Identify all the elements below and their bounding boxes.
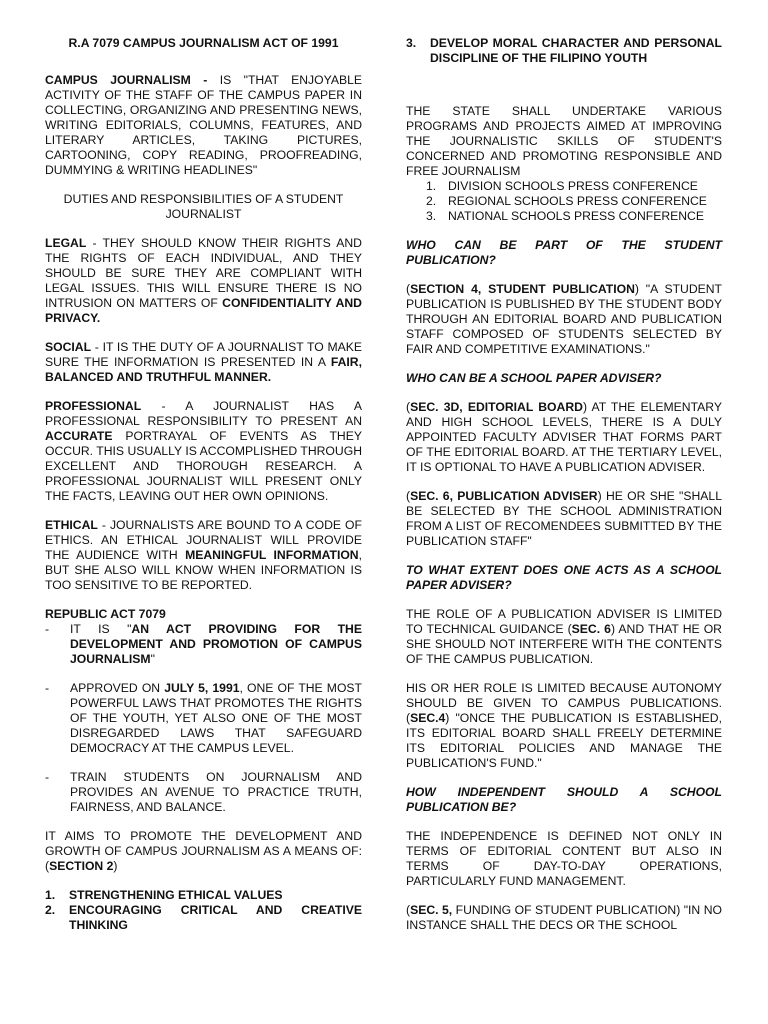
legal-emphasis: CONFIDENTIALITY AND PRIVACY.	[45, 296, 362, 325]
social-term: SOCIAL	[45, 340, 92, 354]
press-conference-list	[406, 179, 722, 224]
ra-item-3-text: TRAIN STUDENTS ON JOURNALISM AND PROVIDES AN AVENUE TO PRACTICE TRUTH, FAIRNESS, AND BALANCE.	[70, 770, 362, 814]
ra-item-1	[45, 622, 362, 667]
right-column	[406, 36, 722, 933]
conference-number: 3.	[426, 209, 437, 223]
autonomy-paragraph	[406, 681, 722, 771]
aims-text: IT AIMS TO PROMOTE THE DEVELOPMENT AND GROWTH OF CAMPUS JOURNALISM AS A MEANS OF: (	[45, 829, 362, 873]
professional-text-2: PORTRAYAL OF EVENTS AS THEY OCCUR. THIS USUALLY IS ACCOMPLISHED THROUGH EXCELLENT AND THOROUGH RESEARCH. A PROFESSIONAL JOURNALIST WILL PRESENT ONLY THE FACTS, LEAVING OUT HER OWN OPINIONS.	[45, 429, 362, 503]
open-paren: (	[406, 400, 411, 414]
section-4-paragraph	[406, 282, 722, 357]
section-4-ref: SECTION 4, STUDENT PUBLICATION	[410, 282, 635, 296]
question-heading-1: WHO CAN BE PART OF THE STUDENT PUBLICATION?	[406, 238, 722, 267]
document-title: R.A 7079 CAMPUS JOURNALISM ACT OF 1991	[68, 36, 339, 50]
aim-text: ENCOURAGING CRITICAL AND CREATIVE THINKING	[69, 903, 362, 932]
question-heading-2: WHO CAN BE A SCHOOL PAPER ADVISER?	[406, 371, 662, 385]
professional-paragraph	[45, 399, 362, 504]
section-6-ref: SEC. 6, PUBLICATION ADVISER	[410, 489, 598, 503]
independence-paragraph: THE INDEPENDENCE IS DEFINED NOT ONLY IN TERMS OF EDITORIAL CONTENT BUT ALSO IN TERMS OF DAY-TO-DAY OPERATIONS, PARTICULARLY FUND MANAGEMENT.	[406, 829, 722, 888]
aim-number: 2.	[45, 903, 56, 917]
section-5-paragraph	[406, 903, 722, 933]
section-3d-ref: SEC. 3D, EDITORIAL BOARD	[410, 400, 583, 414]
section-6-paragraph	[406, 489, 722, 549]
ra-item-2-prefix: APPROVED ON	[70, 681, 165, 695]
conference-item-1	[406, 179, 722, 194]
professional-emphasis: ACCURATE	[45, 429, 113, 443]
campus-journalism-term: CAMPUS JOURNALISM -	[45, 73, 208, 87]
social-emphasis: FAIR, BALANCED AND TRUTHFUL MANNER.	[45, 355, 362, 384]
autonomy-text-2: ) "ONCE THE PUBLICATION IS ESTABLISHED, ITS EDITORIAL BOARD SHALL FREELY DETERMINE ITS EDITORIAL POLICIES AND MANAGE THE PUBLICATION'S FUND."	[406, 711, 722, 770]
ra-item-1-prefix: IT IS "	[70, 622, 132, 636]
section-5-ref: SEC. 5,	[410, 903, 453, 917]
conference-item-2	[406, 194, 722, 209]
adviser-role-ref: SEC. 6	[571, 622, 611, 636]
legal-text: - THEY SHOULD KNOW THEIR RIGHTS AND THE RIGHTS OF EACH INDIVIDUAL, AND THEY SHOULD BE SURE THEY ARE COMPLIANT WITH LEGAL ISSUES. THIS WILL ENSURE THERE IS NO INTRUSION ON MATTERS OF	[45, 236, 362, 310]
aim-text: STRENGTHENING ETHICAL VALUES	[69, 888, 283, 902]
ethical-paragraph	[45, 518, 362, 593]
professional-text-1: - A JOURNALIST HAS A PROFESSIONAL RESPONSIBILITY TO PRESENT AN	[45, 399, 362, 428]
aim-number: 3.	[406, 36, 417, 50]
left-column	[45, 36, 362, 933]
conference-text: REGIONAL SCHOOLS PRESS CONFERENCE	[448, 194, 707, 208]
adviser-role-text-2: ) AND THAT HE OR SHE SHOULD NOT INTERFERE WITH THE CONTENTS OF THE CAMPUS PUBLICATION.	[406, 622, 722, 666]
conference-number: 1.	[426, 179, 437, 193]
section-5-text: FUNDING OF STUDENT PUBLICATION) "IN NO INSTANCE SHALL THE DECS OR THE SCHOOL	[406, 903, 722, 932]
ra-item-1-text	[70, 622, 362, 667]
aims-list-continued	[406, 36, 722, 66]
autonomy-text-1: HIS OR HER ROLE IS LIMITED BECAUSE AUTONOMY SHOULD BE GIVEN TO CAMPUS PUBLICATIONS. (	[406, 681, 722, 725]
legal-paragraph	[45, 236, 362, 326]
ethical-text-1: - JOURNALISTS ARE BOUND TO A CODE OF ETHICS. AN ETHICAL JOURNALIST WILL PROVIDE THE AUDIENCE WITH	[45, 518, 362, 562]
aims-paragraph	[45, 829, 362, 874]
adviser-role-paragraph	[406, 607, 722, 667]
aim-item-1	[45, 888, 362, 903]
social-text: - IT IS THE DUTY OF A JOURNALIST TO MAKE SURE THE INFORMATION IS PRESENTED IN A	[45, 340, 362, 369]
section-3d-text: ) AT THE ELEMENTARY AND HIGH SCHOOL LEVELS, THERE IS A DULY APPOINTED FACULTY ADVISER THAT FORMS PART OF THE EDITORIAL BOARD. AT THE TERTIARY LEVEL, IT IS OPTIONAL TO HAVE A PUBLICATION ADVISER.	[406, 400, 722, 474]
ra-item-1-emphasis: AN ACT PROVIDING FOR THE DEVELOPMENT AND PROMOTION OF CAMPUS JOURNALISM	[70, 622, 362, 666]
dash-marker: -	[45, 622, 50, 636]
conference-number: 2.	[426, 194, 437, 208]
autonomy-ref: SEC.4	[410, 711, 446, 725]
conference-text: DIVISION SCHOOLS PRESS CONFERENCE	[448, 179, 698, 193]
section-3d-paragraph	[406, 400, 722, 475]
ra-item-3	[45, 770, 362, 815]
social-paragraph	[45, 340, 362, 385]
ethical-text-2: , BUT SHE ALSO WILL KNOW WHEN INFORMATION IS TOO SENSITIVE TO BE REPORTED.	[45, 548, 363, 592]
ra-item-2-date: JULY 5, 1991	[164, 681, 240, 695]
ra-item-2-suffix: , ONE OF THE MOST POWERFUL LAWS THAT PROMOTES THE RIGHTS OF THE YOUTH, YET ALSO ONE OF THE MOST DISREGARDED LAWS THAT SAFEGUARD DEMOCRACY AT THE CAMPUS LEVEL.	[70, 681, 362, 755]
campus-journalism-text: IS "THAT ENJOYABLE ACTIVITY OF THE STAFF OF THE CAMPUS PAPER IN COLLECTING, ORGANIZING AND PRESENTING NEWS, WRITING EDITORIALS, COLUMNS, FEATURES, AND LITERARY ARTICLES, TAKING PICTURES, CARTOONING, COPY READING, PROOFREADING, DUMMYING & WRITING HEADLINES"	[45, 73, 362, 177]
aims-close: )	[113, 859, 118, 873]
ra-item-2	[45, 681, 362, 756]
adviser-role-text-1: THE ROLE OF A PUBLICATION ADVISER IS LIMITED TO TECHNICAL GUIDANCE (	[406, 607, 722, 636]
state-paragraph: THE STATE SHALL UNDERTAKE VARIOUS PROGRAMS AND PROJECTS AIMED AT IMPROVING THE JOURNALISTIC SKILLS OF STUDENT'S CONCERNED AND PROMOTING RESPONSIBLE AND FREE JOURNALISM	[406, 104, 722, 178]
ra-item-2-text	[70, 681, 362, 756]
open-paren: (	[406, 489, 411, 503]
question-heading-4: HOW INDEPENDENT SHOULD A SCHOOL PUBLICATION BE?	[406, 785, 722, 814]
aim-number: 1.	[45, 888, 56, 902]
aim-text: DEVELOP MORAL CHARACTER AND PERSONAL DISCIPLINE OF THE FILIPINO YOUTH	[430, 36, 722, 65]
aims-list	[45, 888, 362, 933]
question-heading-3: TO WHAT EXTENT DOES ONE ACTS AS A SCHOOL PAPER ADVISER?	[406, 563, 722, 592]
duties-heading: DUTIES AND RESPONSIBILITIES OF A STUDENT JOURNALIST	[63, 192, 344, 221]
conference-item-3	[406, 209, 722, 224]
republic-act-heading: REPUBLIC ACT 7079	[45, 607, 166, 621]
ethical-term: ETHICAL	[45, 518, 98, 532]
section-6-text: ) HE OR SHE "SHALL BE SELECTED BY THE SCHOOL ADMINISTRATION FROM A LIST OF RECOMENDEES SUBMITTED BY THE PUBLICATION STAFF"	[406, 489, 722, 548]
professional-term: PROFESSIONAL	[45, 399, 142, 413]
open-paren: (	[406, 282, 411, 296]
aim-item-2	[45, 903, 362, 933]
aim-item-3	[406, 36, 722, 66]
dash-marker: -	[45, 770, 50, 784]
ethical-emphasis: MEANINGFUL INFORMATION	[185, 548, 359, 562]
dash-marker: -	[45, 681, 50, 695]
conference-text: NATIONAL SCHOOLS PRESS CONFERENCE	[448, 209, 704, 223]
section-4-text: ) "A STUDENT PUBLICATION IS PUBLISHED BY THE STUDENT BODY THROUGH AN EDITORIAL BOARD AND PUBLICATION STAFF COMPOSED OF STUDENTS SELECTED BY FAIR AND COMPETITIVE EXAMINATIONS."	[406, 282, 722, 356]
open-paren: (	[406, 903, 411, 917]
legal-term: LEGAL	[45, 236, 87, 250]
ra-item-1-suffix: "	[150, 652, 155, 666]
campus-journalism-definition	[45, 73, 362, 178]
aims-section-ref: SECTION 2	[49, 859, 114, 873]
